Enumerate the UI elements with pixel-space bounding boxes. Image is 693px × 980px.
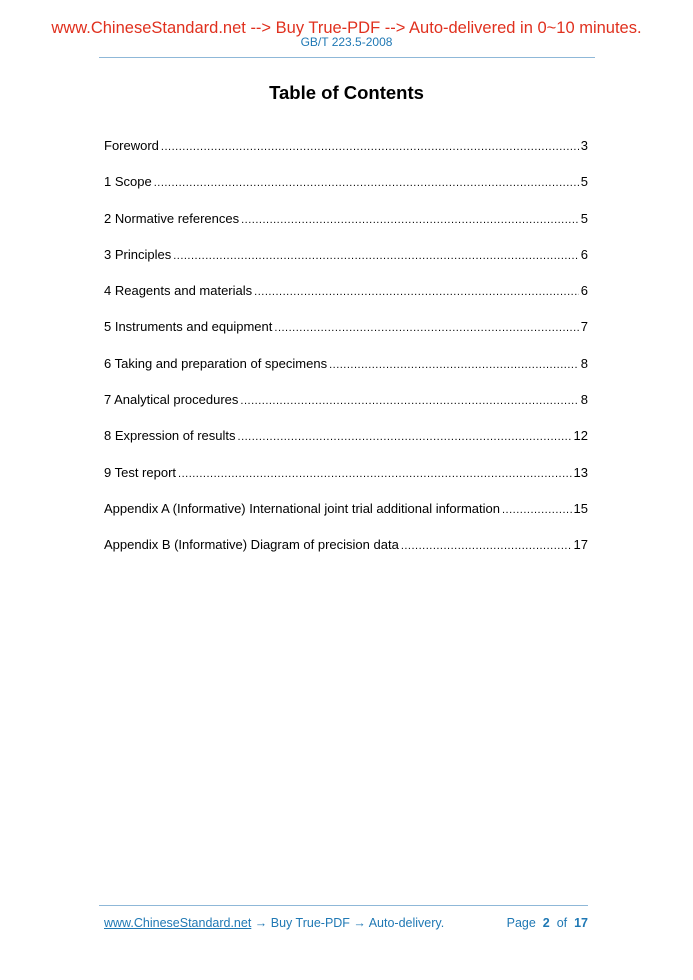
- toc-entry-label: 4 Reagents and materials: [104, 283, 253, 299]
- toc-entry-page: 6: [580, 246, 588, 262]
- footer-promo: [104, 915, 444, 931]
- page-footer: [104, 915, 588, 931]
- toc-entry-taking-and-preparation[interactable]: [104, 355, 588, 391]
- dot-leader: [254, 283, 579, 301]
- toc-entry-expression-of-results[interactable]: [104, 427, 588, 463]
- dot-leader: [173, 247, 579, 265]
- current-page-number: 2: [542, 916, 550, 930]
- toc-entry-appendix-a[interactable]: [104, 500, 588, 536]
- toc-entry-page: 3: [580, 138, 588, 153]
- page-word: Page: [506, 916, 536, 930]
- toc-entry-test-report[interactable]: [104, 464, 588, 500]
- toc-entry-label: 6 Taking and preparation of specimens: [104, 355, 328, 371]
- promo-banner[interactable]: www.ChineseStandard.net --> Buy True-PDF --> Auto-delivered in 0~10 minutes.: [51, 19, 642, 37]
- toc-entry-scope[interactable]: [104, 173, 588, 209]
- toc-entry-page: 12: [573, 428, 588, 444]
- toc-entry-appendix-b[interactable]: [104, 536, 588, 572]
- toc-entry-label: 8 Expression of results: [104, 428, 236, 444]
- toc-entry-label: 2 Normative references: [104, 210, 240, 226]
- dot-leader: [154, 174, 579, 192]
- footer-tagline: → Buy True-PDF → Auto-delivery.: [251, 916, 445, 930]
- dot-leader: [329, 356, 579, 374]
- toc-entry-label: 5 Instruments and equipment: [104, 319, 273, 335]
- toc-entry-principles[interactable]: [104, 246, 588, 282]
- toc-entry-page: 8: [580, 355, 588, 371]
- table-of-contents: [104, 137, 588, 573]
- toc-entry-label: 7 Analytical procedures: [104, 392, 239, 408]
- footer-site-link[interactable]: www.ChineseStandard.net: [104, 916, 252, 930]
- toc-entry-page: 17: [573, 537, 588, 553]
- dot-leader: [161, 138, 579, 156]
- toc-entry-page: 15: [573, 500, 588, 516]
- toc-entry-label: 1 Scope: [104, 174, 152, 190]
- toc-entry-label: Appendix B (Informative) Diagram of precision data: [104, 537, 399, 553]
- document-number: GB/T 223.5-2008: [300, 35, 393, 49]
- toc-title: Table of Contents: [269, 82, 424, 103]
- toc-entry-label: 9 Test report: [104, 464, 177, 480]
- toc-entry-label: Appendix A (Informative) International joint trial additional information: [104, 500, 500, 516]
- toc-entry-page: 5: [580, 174, 588, 190]
- toc-entry-foreword[interactable]: [104, 137, 588, 173]
- total-pages-number: 17: [574, 916, 588, 930]
- dot-leader: [238, 428, 572, 446]
- of-word: of: [556, 916, 568, 930]
- toc-entry-reagents-and-materials[interactable]: [104, 282, 588, 318]
- toc-entry-page: 8: [580, 392, 588, 408]
- toc-entry-page: 7: [580, 319, 588, 335]
- toc-entry-instruments-and-equipment[interactable]: [104, 318, 588, 354]
- toc-entry-label: 3 Principles: [104, 246, 172, 262]
- page-indicator: [507, 915, 588, 931]
- toc-entry-page: 5: [580, 210, 588, 226]
- footer-divider: [99, 905, 588, 906]
- header-divider: [99, 57, 595, 58]
- toc-entry-label: Foreword: [104, 138, 159, 153]
- dot-leader: [502, 501, 572, 519]
- dot-leader: [178, 465, 572, 483]
- toc-entry-page: 13: [573, 464, 588, 480]
- toc-entry-analytical-procedures[interactable]: [104, 391, 588, 427]
- dot-leader: [241, 211, 579, 229]
- dot-leader: [401, 537, 572, 555]
- dot-leader: [240, 392, 578, 410]
- toc-entry-page: 6: [580, 283, 588, 299]
- dot-leader: [274, 319, 578, 337]
- toc-entry-normative-references[interactable]: [104, 210, 588, 246]
